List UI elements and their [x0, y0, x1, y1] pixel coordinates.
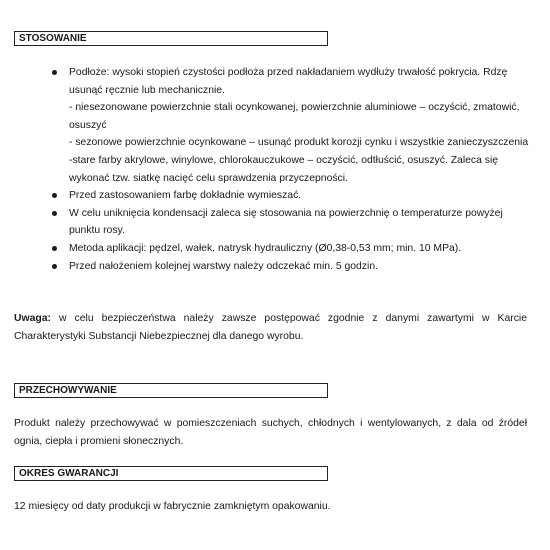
application-bullet-list: [51, 64, 529, 275]
note-text: w celu bezpieczeństwa należy zawsze postępować zgodnie z danymi zawartymi w Karcie Charakterystyki Substancji Niebezpiecznej dla danego wyrobu.: [14, 313, 527, 342]
bullet-main: W celu uniknięcia kondensacji zaleca się stosowania na powierzchnię o temperaturze powyżej punktu rosy.: [69, 207, 503, 237]
bullet-sub: -stare farby akrylowe, winylowe, chlorokauczukowe – oczyścić, odtłuścić, osuszyć. Zaleca się wykonać tzw. siatkę nacięć celu sprawdzenia przyczepności.: [69, 154, 499, 184]
section-heading-okres-gwarancji: [14, 466, 328, 481]
list-item: [51, 205, 529, 240]
bullet-sub: - niesezonowane powierzchnie stali ocynkowanej, powierzchnie aluminiowe – oczyścić, zmatowić, osuszyć: [69, 102, 520, 131]
section-heading-stosowanie: [14, 31, 328, 46]
list-item: [51, 64, 529, 187]
storage-text: Produkt należy przechowywać w pomieszczeniach suchych, chłodnych i wentylowanych, z dala od źródeł ognia, ciepła i promieni słonecznych.: [14, 418, 527, 447]
bullet-main: Przed nałożeniem kolejnej warstwy należy odczekać min. 5 godzin.: [69, 260, 378, 272]
bullet-main: Podłoże: wysoki stopień czystości podłoża przed nakładaniem wydłuży trwałość pokrycia. Rdzę usunąć ręcznie lub mechanicznie.: [69, 67, 508, 96]
safety-note: [14, 310, 527, 345]
heading-text: STOSOWANIE: [19, 33, 87, 44]
warranty-text: 12 miesięcy od daty produkcji w fabrycznie zamkniętym opakowaniu.: [14, 501, 331, 512]
note-label: Uwaga:: [14, 313, 51, 324]
heading-text: OKRES GWARANCJI: [19, 468, 119, 479]
list-item: [51, 258, 529, 276]
heading-text: PRZECHOWYWANIE: [19, 385, 117, 396]
bullet-main: Przed zastosowaniem farbę dokładnie wymieszać.: [69, 190, 302, 202]
list-item: [51, 240, 529, 258]
list-item: [51, 187, 529, 205]
bullet-main: Metoda aplikacji: pędzel, wałek, natrysk hydrauliczny (Ø0,38-0,53 mm; min. 10 MPa).: [69, 242, 462, 254]
bullet-sub: - sezonowe powierzchnie ocynkowane – usunąć produkt korozji cynku i wszystkie zanieczyszczenia: [69, 137, 529, 149]
section-heading-przechowywanie: [14, 383, 328, 398]
